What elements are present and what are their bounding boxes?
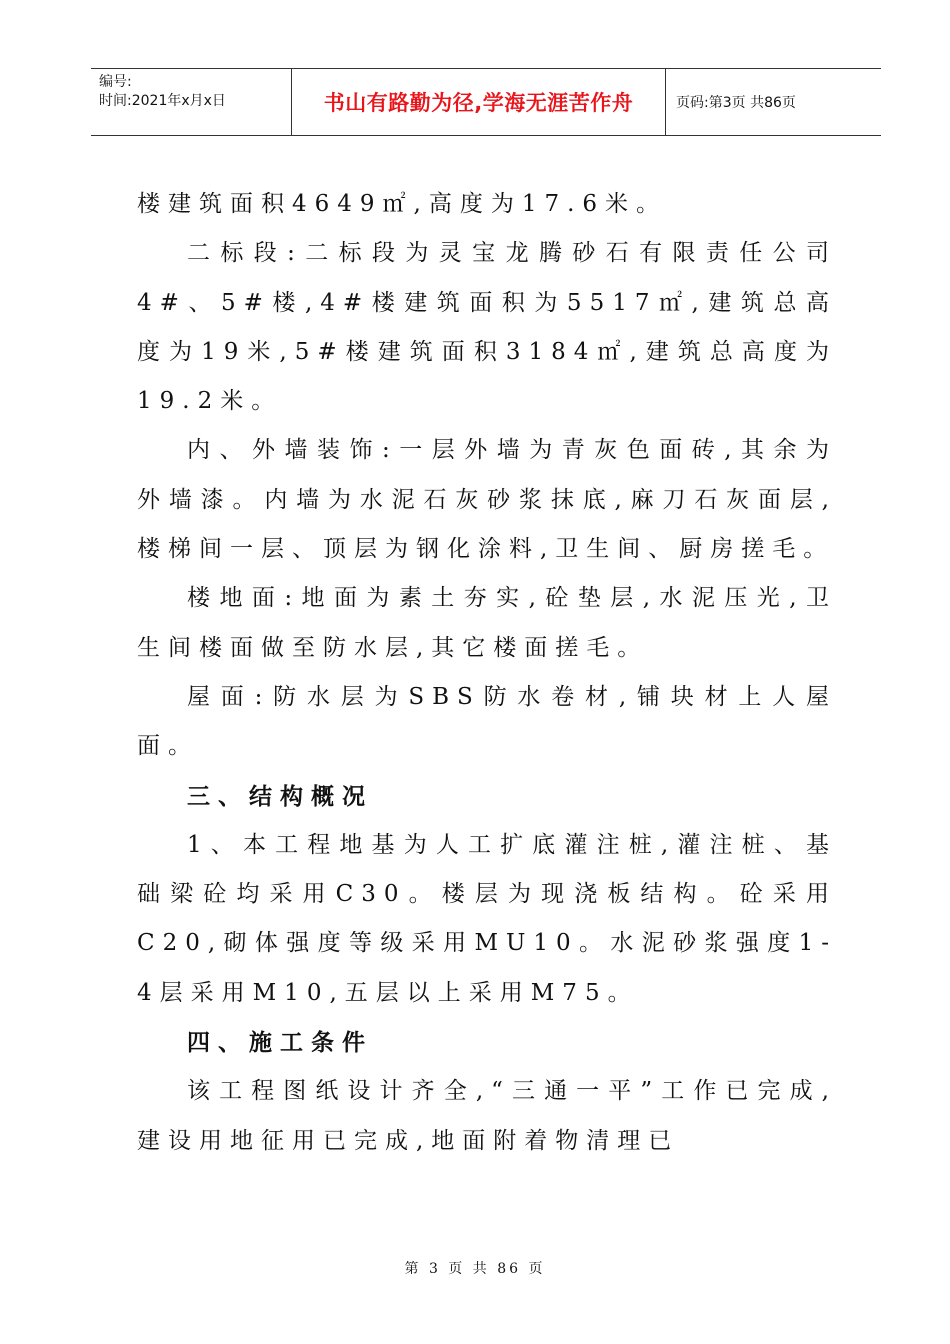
header-motto: 书山有路勤为径,学海无涯苦作舟 — [292, 69, 666, 135]
page-footer: 第 3 页 共 86 页 — [404, 1261, 546, 1277]
header-meta — [91, 69, 292, 135]
header-page-code: 页码:第3页 共86页 — [676, 95, 796, 111]
section-heading: 三、结构概况 — [187, 782, 373, 810]
paragraph: 该工程图纸设计齐全,“三通一平”工作已完成,建设用地征用已完成,地面附着物清理已 — [137, 1078, 837, 1154]
document-number-label: 编号: — [99, 74, 132, 90]
paragraph: 1、本工程地基为人工扩底灌注桩,灌注桩、基础梁砼均采用C30。楼层为现浇板结构。砼采用C20,砌体强度等级采用MU10。水泥砂浆强度1-4层采用M10,五层以上采用M75。 — [137, 831, 837, 1006]
paragraph: 屋面:防水层为SBS防水卷材,铺块材上人屋面。 — [137, 683, 837, 760]
paragraph: 楼地面:地面为素土夯实,砼垫层,水泥压光,卫生间楼面做至防水层,其它楼面搓毛。 — [137, 585, 837, 661]
document-date: 时间:2021年x月x日 — [99, 93, 226, 109]
document-body — [137, 180, 837, 1166]
page-header — [91, 68, 881, 136]
paragraph: 楼建筑面积4649㎡,高度为17.6米。 — [137, 191, 668, 217]
section-heading: 四、施工条件 — [187, 1029, 373, 1057]
paragraph: 内、外墙装饰:一层外墙为青灰色面砖,其余为外墙漆。内墙为水泥石灰砂浆抹底,麻刀石灰面层,楼梯间一层、顶层为钢化涂料,卫生间、厨房搓毛。 — [137, 437, 837, 563]
paragraph: 二标段:二标段为灵宝龙腾砂石有限责任公司4#、5#楼,4#楼建筑面积为5517㎡,建筑总高度为19米,5#楼建筑面积3184㎡,建筑总高度为19.2米。 — [137, 240, 837, 415]
